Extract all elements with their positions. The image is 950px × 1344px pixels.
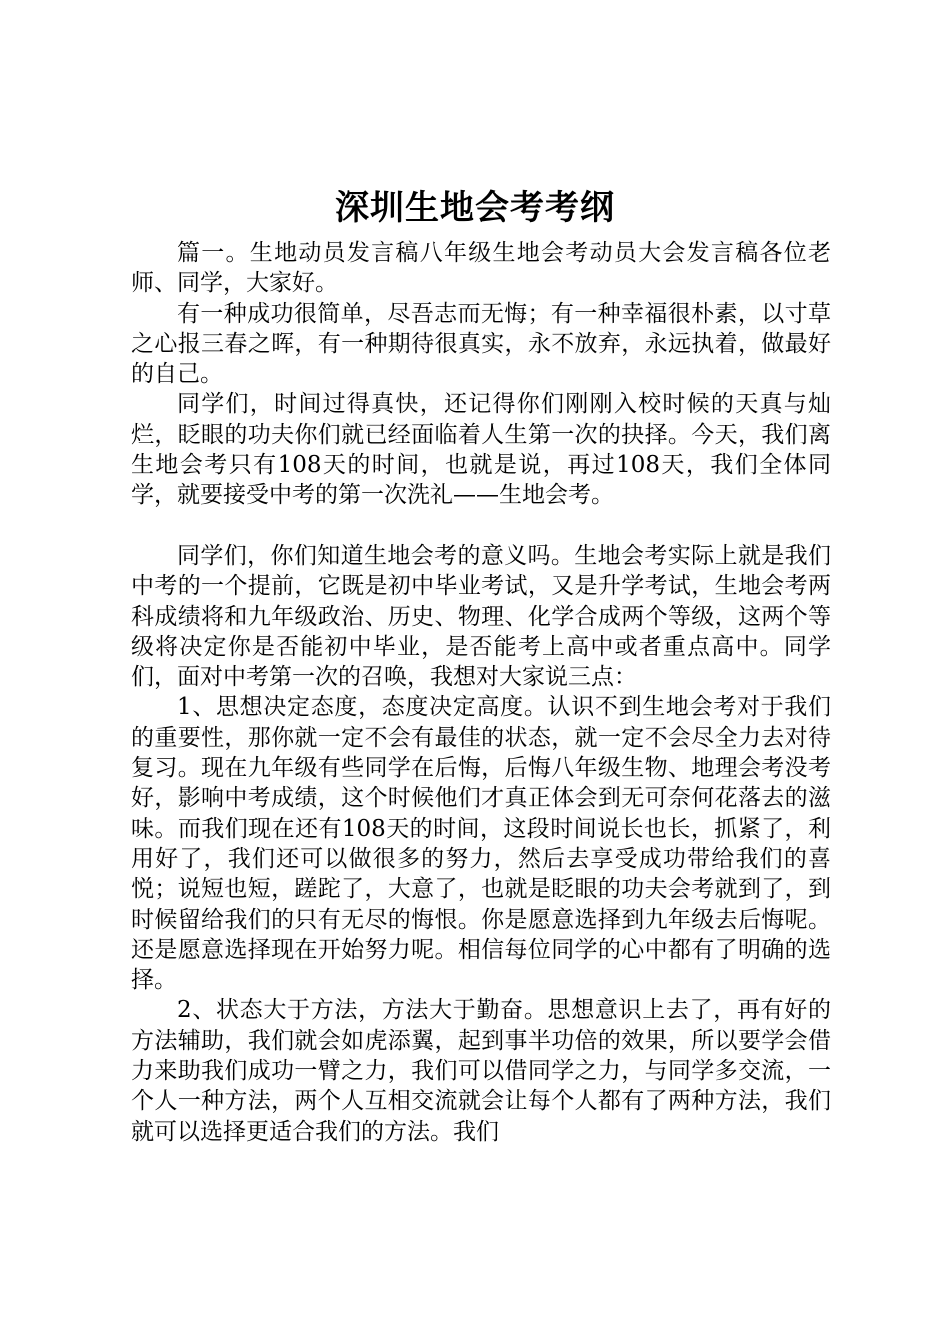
paragraph-spacer [131, 511, 831, 541]
paragraph: 有一种成功很简单，尽吾志而无悔；有一种幸福很朴素，以寸草之心报三春之晖，有一种期待很真实，永不放弃，永远执着，做最好的自己。 [131, 300, 831, 388]
document-title: 深圳生地会考考纲 [335, 188, 615, 228]
numbered-paragraph: 1、思想决定态度，态度决定高度。认识不到生地会考对于我们的重要性，那你就一定不会有最佳的状态，就一定不会尽全力去对待复习。现在九年级有些同学在后悔，后悔八年级生物、地理会考没考好，影响中考成绩，这个时候他们才真正体会到无可奈何花落去的滋味。而我们现在还有108天的时间，这段时间说长也长，抓紧了，利用好了，我们还可以做很多的努力，然后去享受成功带给我们的喜悦；说短也短，蹉跎了，大意了，也就是眨眼的功夫会考就到了，到时候留给我们的只有无尽的悔恨。你是愿意选择到九年级去后悔呢。还是愿意选择现在开始努力呢。相信每位同学的心中都有了明确的选择。 [131, 694, 831, 994]
paragraph: 篇一。生地动员发言稿八年级生地会考动员大会发言稿各位老师、同学，大家好。 [131, 240, 831, 297]
document-body [131, 238, 831, 1147]
paragraph: 同学们，你们知道生地会考的意义吗。生地会考实际上就是我们中考的一个提前，它既是初中毕业考试，又是升学考试，生地会考两科成绩将和九年级政治、历史、物理、化学合成两个等级，这两个等级将决定你是否能初中毕业，是否能考上高中或者重点高中。同学们，面对中考第一次的召唤，我想对大家说三点： [131, 542, 831, 691]
paragraph: 同学们，时间过得真快，还记得你们刚刚入校时候的天真与灿烂，眨眼的功夫你们就已经面临着人生第一次的抉择。今天，我们离生地会考只有108天的时间，也就是说，再过108天，我们全体同学，就要接受中考的第一次洗礼——生地会考。 [131, 391, 831, 509]
numbered-paragraph: 2、状态大于方法，方法大于勤奋。思想意识上去了，再有好的方法辅助，我们就会如虎添翼，起到事半功倍的效果，所以要学会借力来助我们成功一臂之力，我们可以借同学之力，与同学多交流，一个人一种方法，两个人互相交流就会让每个人都有了两种方法，我们就可以选择更适合我们的方法。我们 [131, 997, 831, 1145]
